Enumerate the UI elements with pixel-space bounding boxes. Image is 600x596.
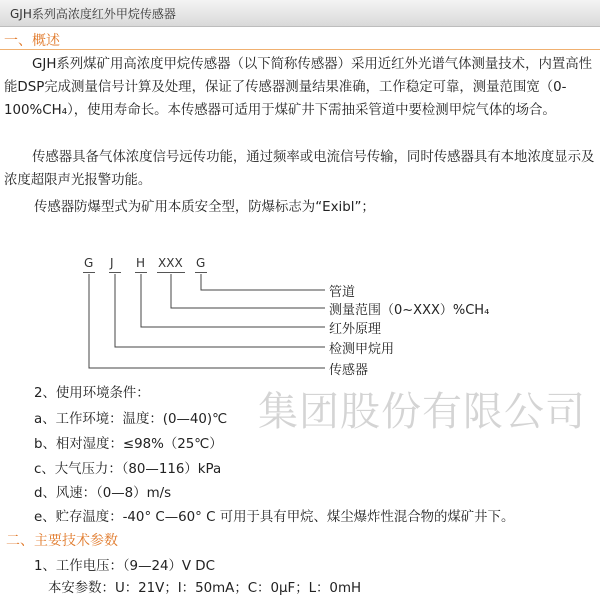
parameter-item: 1、工作电压：（9—24）V DC <box>34 559 215 574</box>
environment-item: c、大气压力：（80—116）kPa <box>34 462 222 477</box>
watermark: 集团股份有限公司 <box>258 389 586 435</box>
code-letter-xxx: XXX <box>158 256 183 270</box>
code-letter-g: G <box>84 256 94 270</box>
connector-line <box>201 274 325 290</box>
connector-line <box>115 274 325 347</box>
connector-line <box>89 274 325 368</box>
environment-item: b、相对湿度：≤98%（25℃） <box>34 437 223 452</box>
section-heading-overview: 一、概述 <box>4 33 60 49</box>
overview-paragraph-1: GJH系列煤矿用高浓度甲烷传感器（以下简称传感器）采用近红外光谱气体测量技术，内置高性能DSP完成测量信号计算及处理，保证了传感器测量结果准确，工作稳定可靠，测量范围宽（0-100%CH₄），使用寿命长。本传感器可适用于煤矿井下需抽采管道中要检测甲烷气体的场合。 <box>4 57 593 118</box>
environment-item: d、风速：（0—8）m/s <box>34 486 172 501</box>
code-label-sensor: 传感器 <box>329 363 369 378</box>
code-letter-j: J <box>110 256 114 270</box>
code-label-methane: 检测甲烷用 <box>329 342 395 357</box>
code-letter-g2: G <box>196 256 206 270</box>
overview-paragraph-2: 传感器具备气体浓度信号远传功能，通过频率或电流信号传输，同时传感器具有本地浓度显示及浓度超限声光报警功能。 <box>4 150 595 188</box>
page-title: GJH系列高浓度红外甲烷传感器 <box>10 7 176 21</box>
connector-line <box>171 274 325 308</box>
environment-item: a、工作环境：温度：(0—40)℃ <box>34 412 228 427</box>
environment-item: e、贮存温度：-40° C—60° C 可用于具有甲烷、煤尘爆炸性混合物的煤矿井下。 <box>34 510 515 525</box>
environment-title: 2、使用环境条件： <box>34 386 150 401</box>
code-label-range: 测量范围（0~XXX）%CH₄ <box>329 303 490 318</box>
code-label-infrared: 红外原理 <box>329 322 382 337</box>
connector-line <box>141 274 325 327</box>
overview-paragraph-3: 传感器防爆型式为矿用本质安全型，防爆标志为“Exibl”； <box>34 200 375 215</box>
parameter-item: 本安参数：U：21V；I：50mA；C：0μF；L：0mH <box>48 581 362 596</box>
code-label-pipeline: 管道 <box>329 285 356 300</box>
code-letter-h: H <box>136 256 146 270</box>
section-heading-parameters: 二、主要技术参数 <box>6 533 118 549</box>
